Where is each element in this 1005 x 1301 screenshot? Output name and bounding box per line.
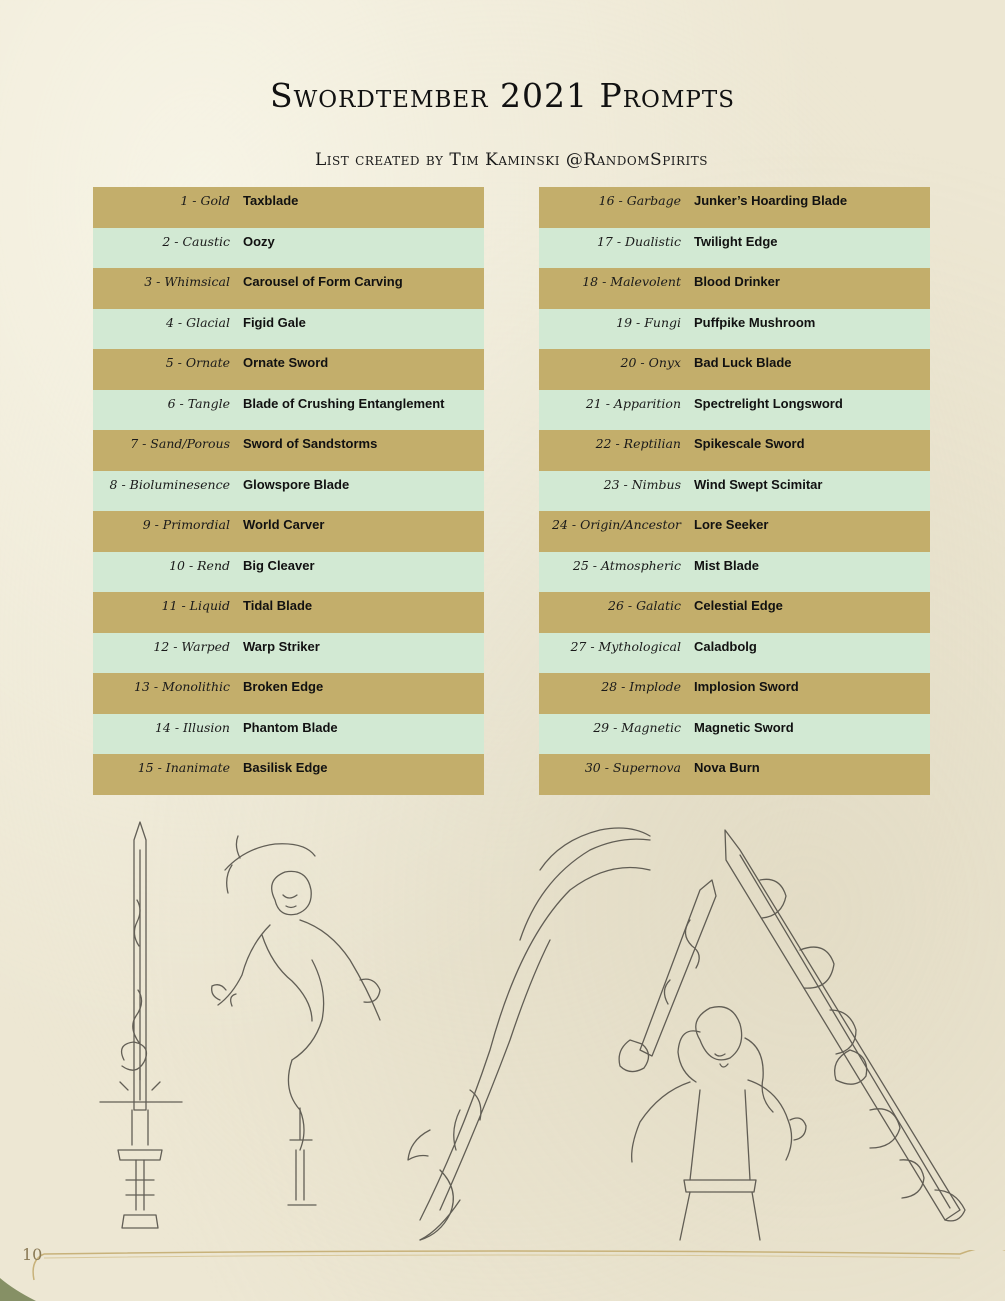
long-sword-sketch — [100, 822, 182, 1228]
table-row — [93, 349, 484, 390]
table-row — [93, 187, 484, 228]
sword-name: Basilisk Edge — [243, 760, 328, 775]
sword-name: Carousel of Form Carving — [243, 274, 403, 289]
prompt-label: 26 - Galatic — [608, 598, 681, 613]
prompt-label: 14 - Illusion — [154, 719, 230, 735]
prompt-label: 20 - Onyx — [620, 355, 681, 370]
sword-name: Ornate Sword — [243, 355, 329, 370]
prompt-label: 27 - Mythological — [570, 638, 681, 654]
prompt-label: 30 - Supernova — [584, 760, 681, 775]
prompt-label: 23 - Nimbus — [603, 476, 681, 492]
table-row — [539, 673, 930, 714]
page-title: Swordtember 2021 Prompts — [269, 76, 735, 115]
sword-name: Mist Blade — [694, 557, 760, 573]
sword-name: Taxblade — [243, 193, 299, 208]
prompt-table-left — [93, 187, 484, 795]
sword-name: Implosion Sword — [694, 679, 799, 694]
prompt-label: 28 - Implode — [601, 679, 681, 694]
prompt-label: 1 - Gold — [180, 193, 230, 208]
table-row — [93, 228, 484, 269]
prompt-label: 3 - Whimsical — [144, 274, 230, 289]
curved-blade-sketch — [408, 828, 650, 1240]
prompt-label: 22 - Reptilian — [595, 436, 681, 451]
sword-name: Broken Edge — [243, 679, 324, 694]
prompt-label: 16 - Garbage — [598, 193, 681, 208]
table-row — [539, 309, 930, 350]
sword-name: Wind Swept Scimitar — [694, 476, 823, 492]
leaping-figure-sketch — [212, 836, 380, 1205]
sword-name: World Carver — [243, 517, 325, 532]
sword-name: Big Cleaver — [243, 557, 315, 573]
sword-name: Glowspore Blade — [243, 476, 350, 492]
table-row — [539, 187, 930, 228]
table-row — [93, 390, 484, 431]
prompt-label: 4 - Glacial — [165, 314, 230, 330]
sword-name: Magnetic Sword — [694, 719, 794, 735]
sword-sketches-illustration — [0, 810, 1005, 1250]
prompt-label: 8 - Bioluminesence — [109, 476, 230, 492]
sword-name: Spectrelight Longsword — [694, 395, 843, 411]
sword-name: Celestial Edge — [694, 598, 783, 613]
prompt-label: 15 - Inanimate — [137, 760, 230, 775]
sword-name: Puffpike Mushroom — [694, 314, 816, 330]
prompt-label: 10 - Rend — [169, 557, 230, 573]
elf-warrior-sketch — [619, 880, 806, 1240]
prompt-label: 17 - Dualistic — [596, 233, 681, 249]
prompt-label: 19 - Fungi — [616, 314, 681, 330]
sword-name: Spikescale Sword — [694, 436, 805, 451]
table-row — [539, 430, 930, 471]
table-row — [93, 471, 484, 512]
prompt-label: 5 - Ornate — [165, 355, 230, 370]
table-row — [539, 633, 930, 674]
page-corner-ornament — [0, 1250, 1005, 1301]
table-row — [539, 228, 930, 269]
table-row — [539, 268, 930, 309]
table-row — [539, 592, 930, 633]
vine-sword-sketch — [725, 830, 965, 1221]
table-row — [93, 592, 484, 633]
sword-name: Twilight Edge — [694, 233, 778, 249]
sword-name: Lore Seeker — [694, 517, 769, 532]
prompt-label: 11 - Liquid — [161, 598, 230, 613]
page-number: 10 — [22, 1245, 43, 1264]
prompt-label: 24 - Origin/Ancestor — [552, 517, 681, 532]
table-row — [539, 390, 930, 431]
sword-name: Phantom Blade — [243, 719, 338, 735]
sword-name: Bad Luck Blade — [694, 355, 792, 370]
sword-name: Oozy — [243, 233, 275, 249]
sword-name: Caladbolg — [694, 638, 757, 654]
table-row — [93, 754, 484, 795]
prompt-label: 12 - Warped — [153, 638, 230, 654]
table-row — [539, 349, 930, 390]
page-subtitle: List created by Tim Kaminski @RandomSpirits — [314, 150, 709, 170]
sword-name: Sword of Sandstorms — [243, 436, 378, 451]
sword-name: Blood Drinker — [694, 274, 780, 289]
prompt-label: 13 - Monolithic — [133, 679, 230, 694]
prompt-label: 29 - Magnetic — [593, 719, 681, 735]
table-row — [93, 552, 484, 593]
prompt-label: 6 - Tangle — [167, 395, 230, 411]
table-row — [93, 309, 484, 350]
sword-name: Junker’s Hoarding Blade — [694, 193, 848, 208]
table-row — [539, 714, 930, 755]
table-row — [93, 511, 484, 552]
prompt-label: 7 - Sand/Porous — [130, 436, 230, 451]
prompt-label: 18 - Malevolent — [582, 274, 681, 289]
sword-name: Tidal Blade — [243, 598, 313, 613]
prompt-table-right — [539, 187, 930, 795]
sword-name: Blade of Crushing Entanglement — [243, 395, 445, 411]
table-row — [539, 754, 930, 795]
sword-name: Nova Burn — [694, 760, 760, 775]
sword-name: Figid Gale — [243, 314, 306, 330]
prompt-label: 25 - Atmospheric — [572, 557, 681, 573]
table-row — [93, 430, 484, 471]
table-row — [539, 552, 930, 593]
prompt-label: 2 - Caustic — [162, 233, 230, 249]
table-row — [93, 673, 484, 714]
prompt-label: 21 - Apparition — [585, 395, 681, 411]
table-row — [93, 268, 484, 309]
prompt-label: 9 - Primordial — [142, 517, 230, 532]
table-row — [539, 511, 930, 552]
sword-name: Warp Striker — [243, 638, 320, 654]
table-row — [93, 714, 484, 755]
table-row — [93, 633, 484, 674]
table-row — [539, 471, 930, 512]
